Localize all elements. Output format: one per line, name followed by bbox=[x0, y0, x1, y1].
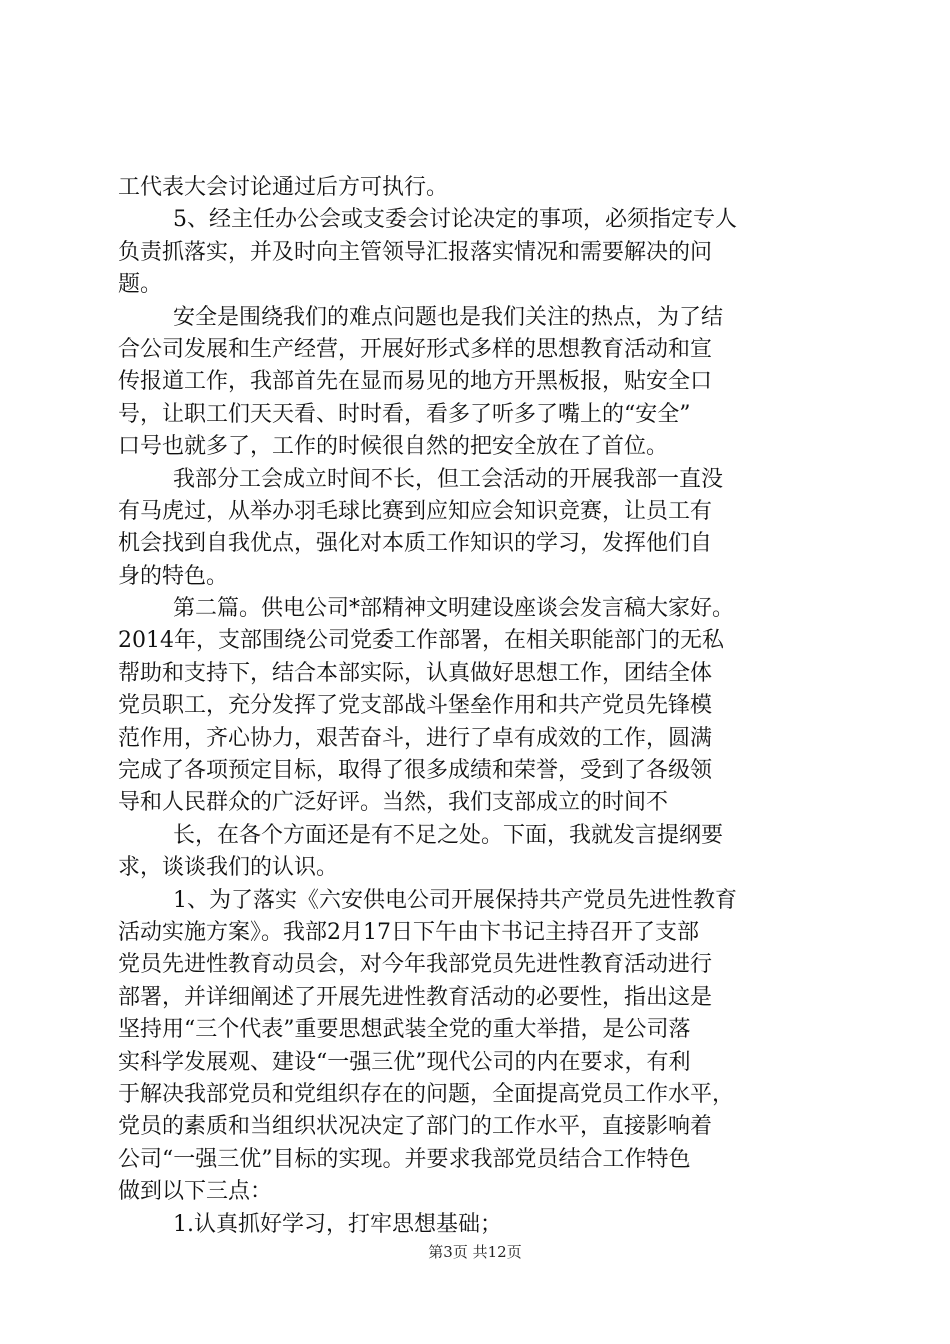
text-line: 负责抓落实，并及时向主管领导汇报落实情况和需要解决的问 bbox=[118, 239, 713, 265]
text-line: 有马虎过，从举办羽毛球比赛到应知应会知识竞赛，让员工有 bbox=[118, 498, 713, 524]
text-line: 1、为了落实《六安供电公司开展保持共产党员先进性教育 bbox=[173, 887, 737, 913]
text-line: 1.认真抓好学习，打牢思想基础； bbox=[173, 1211, 502, 1237]
text-line: 口号也就多了，工作的时候很自然的把安全放在了首位。 bbox=[118, 434, 669, 460]
text-line: 机会找到自我优点，强化对本质工作知识的学习，发挥他们自 bbox=[118, 531, 713, 557]
text-line: 安全是围绕我们的难点问题也是我们关注的热点，为了结 bbox=[173, 304, 724, 330]
text-line: 第二篇。供电公司*部精神文明建设座谈会发言稿大家好。 bbox=[173, 596, 735, 622]
page-number-footer: 第3页 共12页 bbox=[428, 1243, 522, 1261]
text-line: 实科学发展观、建设“一强三优”现代公司的内在要求，有利 bbox=[118, 1049, 691, 1075]
text-line: 党员职工，充分发挥了党支部战斗堡垒作用和共产党员先锋模 bbox=[118, 693, 713, 719]
text-line: 求，谈谈我们的认识。 bbox=[118, 855, 339, 881]
text-line: 公司“一强三优”目标的实现。并要求我部党员结合工作特色 bbox=[118, 1146, 691, 1172]
text-line: 身的特色。 bbox=[118, 563, 229, 589]
text-line: 号，让职工们天天看、时时看，看多了听多了嘴上的“安全” bbox=[118, 401, 691, 427]
document-body bbox=[118, 172, 838, 1241]
text-line: 党员先进性教育动员会，对今年我部党员先进性教育活动进行 bbox=[118, 952, 713, 978]
text-line: 坚持用“三个代表”重要思想武装全党的重大举措，是公司落 bbox=[118, 1017, 691, 1043]
text-line: 帮助和支持下，结合本部实际，认真做好思想工作，团结全体 bbox=[118, 660, 713, 686]
text-line: 我部分工会成立时间不长，但工会活动的开展我部一直没 bbox=[173, 466, 724, 492]
text-line: 长，在各个方面还是有不足之处。下面，我就发言提纲要 bbox=[173, 822, 724, 848]
text-line: 导和人民群众的广泛好评。当然，我们支部成立的时间不 bbox=[118, 790, 669, 816]
text-line: 2014年，支部围绕公司党委工作部署，在相关职能部门的无私 bbox=[118, 628, 724, 654]
text-line: 做到以下三点： bbox=[118, 1179, 273, 1205]
text-line: 题。 bbox=[118, 272, 163, 298]
text-line: 范作用，齐心协力，艰苦奋斗，进行了卓有成效的工作，圆满 bbox=[118, 725, 713, 751]
text-line: 于解决我部党员和党组织存在的问题，全面提高党员工作水平， bbox=[118, 1081, 735, 1107]
text-line: 合公司发展和生产经营，开展好形式多样的思想教育活动和宣 bbox=[118, 336, 713, 362]
text-line: 党员的素质和当组织状况决定了部门的工作水平，直接影响着 bbox=[118, 1114, 713, 1140]
text-line: 传报道工作，我部首先在显而易见的地方开黑板报，贴安全口 bbox=[118, 369, 713, 395]
text-line: 工代表大会讨论通过后方可执行。 bbox=[118, 175, 449, 200]
text-line: 完成了各项预定目标，取得了很多成绩和荣誉，受到了各级领 bbox=[118, 758, 713, 784]
text-line: 部署，并详细阐述了开展先进性教育活动的必要性，指出这是 bbox=[118, 984, 713, 1010]
text-line: 活动实施方案》。我部2月17日下午由卞书记主持召开了支部 bbox=[118, 919, 699, 945]
text-line: 5、经主任办公会或支委会讨论决定的事项，必须指定专人 bbox=[173, 207, 737, 233]
